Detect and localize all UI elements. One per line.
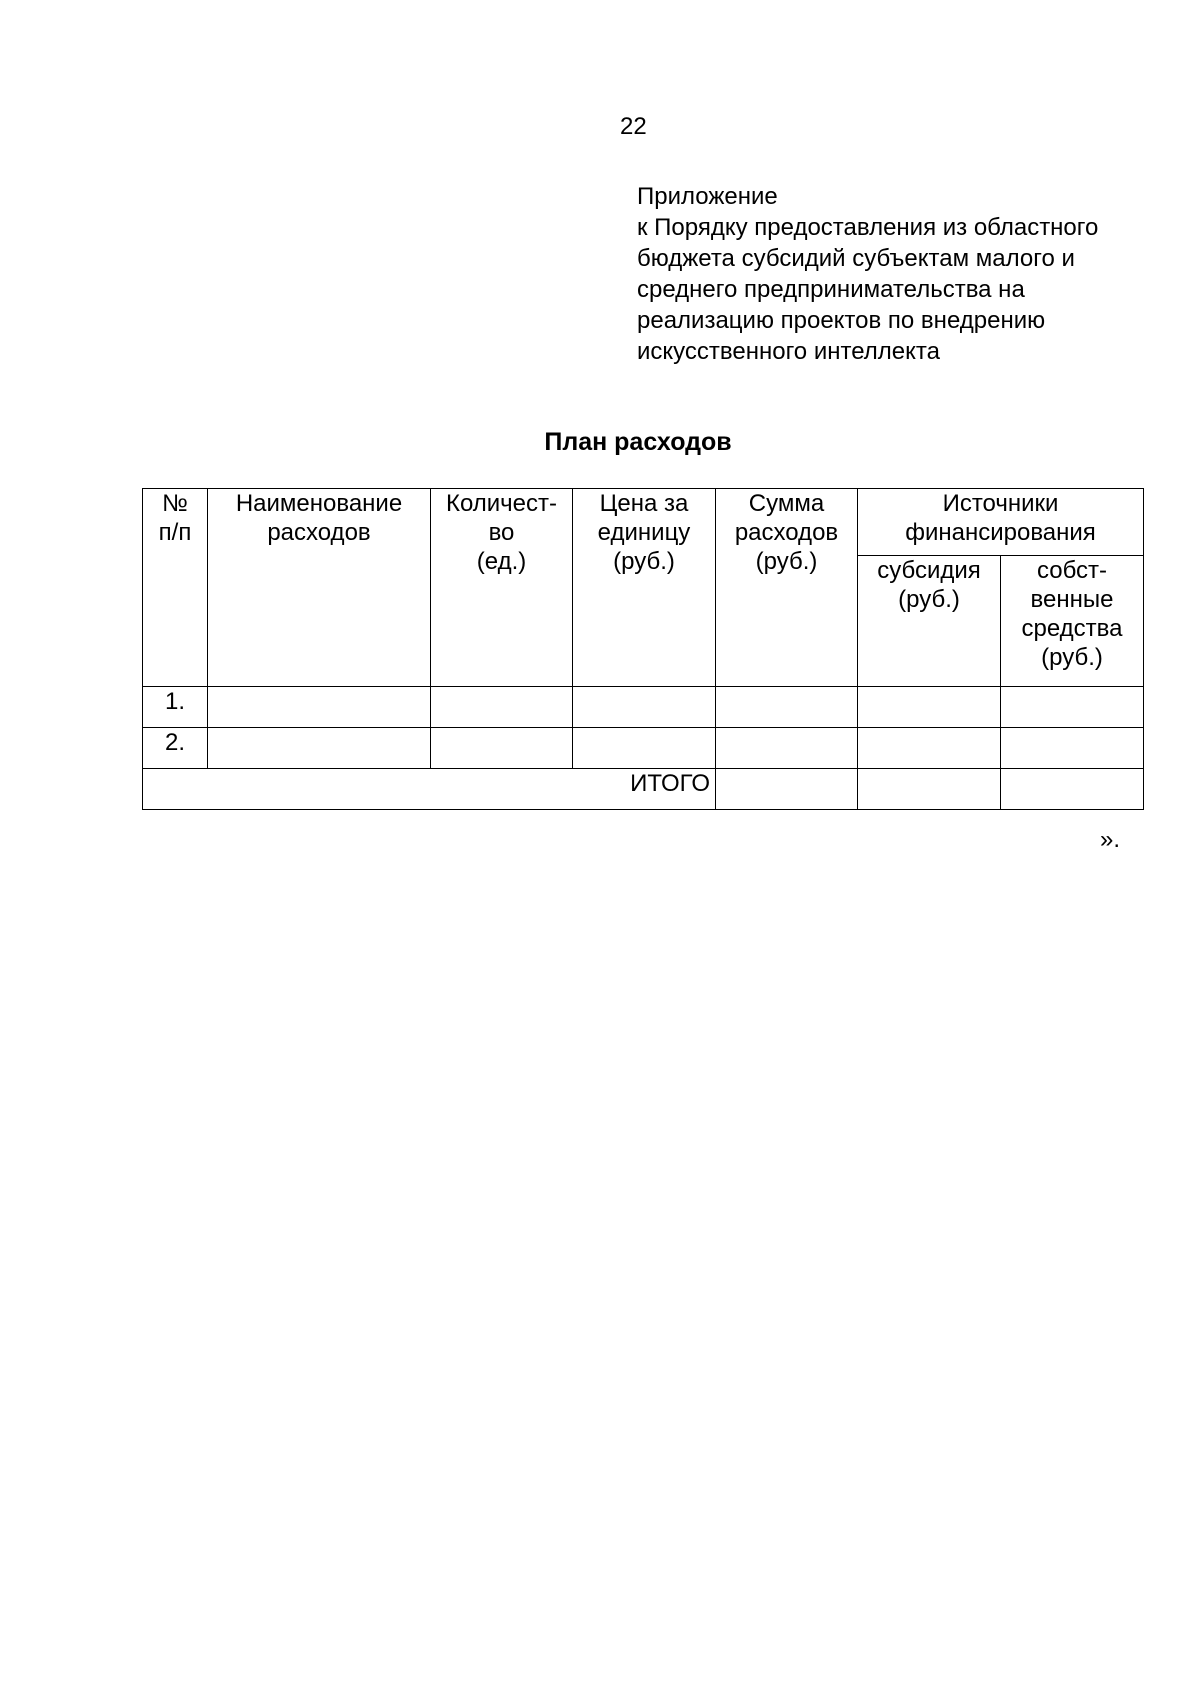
total-label: ИТОГО (143, 769, 716, 810)
table-row (143, 687, 1144, 728)
cell-quantity (431, 687, 573, 728)
header-number: № п/п (143, 489, 208, 687)
table-row (143, 728, 1144, 769)
appendix-header (637, 181, 1157, 367)
cell-quantity (431, 728, 573, 769)
header-name: Наименование расходов (208, 489, 431, 687)
appendix-line: среднего предпринимательства на (637, 276, 1025, 303)
cell-number: 2. (143, 728, 208, 769)
cell-own-funds (1001, 728, 1144, 769)
cell-amount (716, 728, 858, 769)
appendix-line: к Порядку предоставления из областного (637, 214, 1099, 241)
cell-own-funds (1001, 687, 1144, 728)
appendix-line: искусственного интеллекта (637, 338, 940, 365)
cell-amount (716, 687, 858, 728)
page-number: 22 (620, 113, 647, 140)
header-amount: Сумма расходов (руб.) (716, 489, 858, 687)
header-quantity: Количест- во (ед.) (431, 489, 573, 687)
total-amount (716, 769, 858, 810)
cell-number: 1. (143, 687, 208, 728)
total-row (143, 769, 1144, 810)
cell-unit-price (573, 687, 716, 728)
header-funding-sources: Источники финансирования (858, 489, 1144, 556)
cell-name (208, 687, 431, 728)
cell-unit-price (573, 728, 716, 769)
total-own-funds (1001, 769, 1144, 810)
header-own-funds: собст- венные средства (руб.) (1001, 556, 1144, 687)
cell-subsidy (858, 728, 1001, 769)
expense-plan-table (142, 488, 1144, 810)
header-unit-price: Цена за единицу (руб.) (573, 489, 716, 687)
closing-quote: ». (1100, 826, 1121, 853)
cell-name (208, 728, 431, 769)
header-subsidy: субсидия (руб.) (858, 556, 1001, 687)
total-subsidy (858, 769, 1001, 810)
document-title: План расходов (544, 428, 732, 456)
appendix-line: Приложение (637, 183, 778, 210)
appendix-line: реализацию проектов по внедрению (637, 307, 1046, 334)
appendix-line: бюджета субсидий субъектам малого и (637, 245, 1075, 272)
cell-subsidy (858, 687, 1001, 728)
